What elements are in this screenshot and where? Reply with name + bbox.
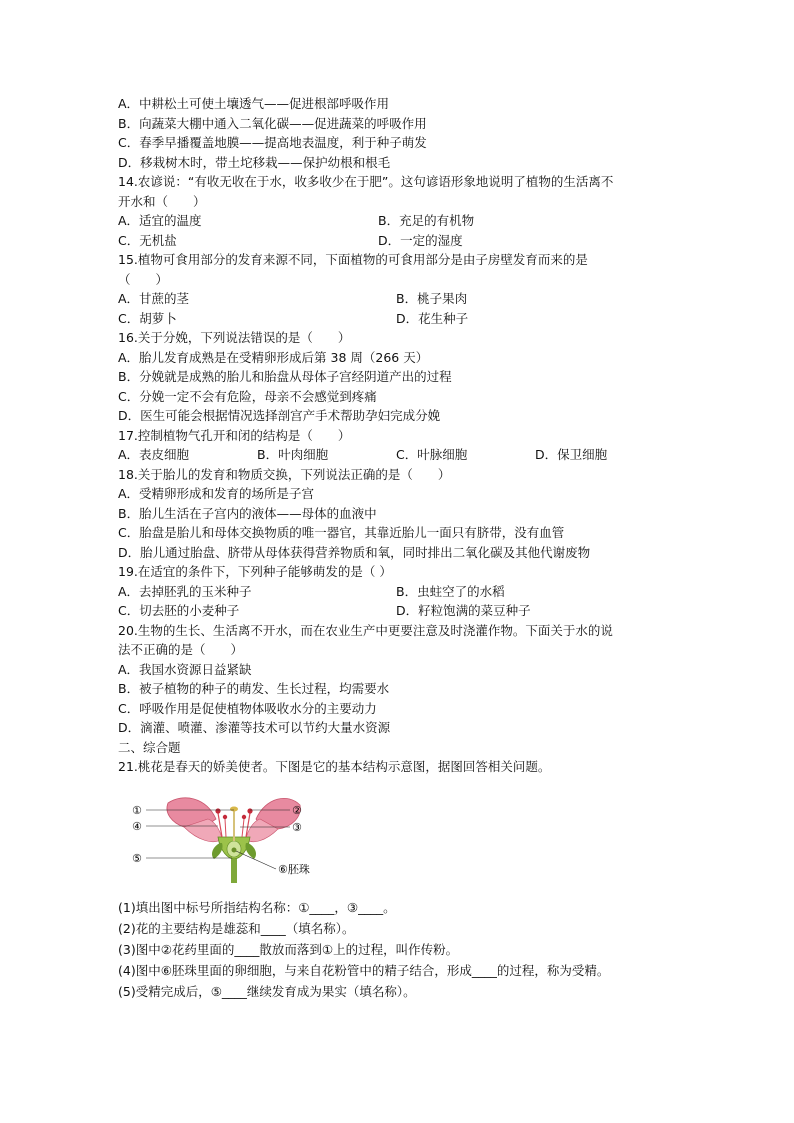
q19-option-d: D．籽粒饱满的菜豆种子	[396, 603, 531, 618]
q15-stem-line1: 15.植物可食用部分的发育来源不同，下面植物的可食用部分是由子房壁发育而来的是	[118, 252, 588, 267]
q19-option-c: C．切去胚的小麦种子	[118, 603, 240, 618]
label-3: ③	[292, 820, 302, 834]
q14-stem-line1: 14.农谚说：“有收无收在于水，收多收少在于肥”。这句谚语形象地说明了植物的生活离不	[118, 174, 614, 189]
label-4: ④	[132, 819, 142, 833]
q14-stem-line2: 开水和（ ）	[118, 193, 206, 209]
q18-option-a: A．受精卵形成和发育的场所是子宫	[118, 486, 315, 501]
q17-stem: 17.控制植物气孔开和闭的结构是（ ）	[118, 427, 351, 443]
q14-option-a: A．适宜的温度	[118, 213, 202, 228]
q17-option-b: B．叶肉细胞	[257, 447, 329, 462]
q14-option-d: D．一定的湿度	[378, 232, 463, 248]
q14-option-b: B．充足的有机物	[378, 213, 475, 228]
q16-option-b: B．分娩就是成熟的胎儿和胎盘从母体子宫经阴道产出的过程	[118, 369, 452, 384]
exam-page	[118, 94, 688, 1002]
q13-option-d: D．移栽树木时，带土坨移栽——保护幼根和根毛	[118, 154, 391, 170]
label-6-ovule: ⑥胚珠	[278, 862, 310, 876]
q18-stem: 18.关于胎儿的发育和物质交换，下列说法正确的是（ ）	[118, 466, 451, 482]
q16-option-a: A．胎儿发育成熟是在受精卵形成后第 38 周（266 天）	[118, 349, 429, 365]
q15-stem-line2: （ ）	[118, 271, 169, 287]
q13-option-c: C．春季早播覆盖地膜——提高地表温度，利于种子萌发	[118, 135, 427, 150]
q21-stem: 21.桃花是春天的娇美使者。下图是它的基本结构示意图，据图回答相关问题。	[118, 759, 551, 774]
label-1: ①	[132, 803, 142, 817]
q13-option-b: B．向蔬菜大棚中通入二氧化碳——促进蔬菜的呼吸作用	[118, 115, 427, 131]
q15-option-d: D．花生种子	[396, 310, 469, 326]
q17-option-a: A．表皮细胞	[118, 447, 190, 462]
q19-option-a: A．去掉胚乳的玉米种子	[118, 583, 252, 599]
label-2: ②	[292, 803, 302, 817]
q16-option-d: D．医生可能会根据情况选择剖宫产手术帮助孕妇完成分娩	[118, 408, 441, 423]
q13-option-a: A．中耕松土可使土壤透气——促进根部呼吸作用	[118, 96, 390, 111]
section-heading: 二、综合题	[118, 739, 181, 755]
q18-option-c: C．胎盘是胎儿和母体交换物质的唯一器官，其靠近胎儿一面只有脐带，没有血管	[118, 525, 565, 540]
q21-sub-5: (5)受精完成后，⑤____继续发育成为果实（填名称）。	[118, 983, 416, 999]
peach-flower-figure	[128, 789, 328, 887]
q17-option-c: C．叶脉细胞	[396, 447, 468, 462]
q20-option-a: A．我国水资源日益紧缺	[118, 661, 252, 677]
q21-sub-3: (3)图中②花药里面的____散放而落到①上的过程，叫作传粉。	[118, 941, 459, 957]
q18-option-b: B．胎儿生活在子宫内的液体——母体的血液中	[118, 505, 377, 521]
q21-sub-4: (4)图中⑥胚珠里面的卵细胞，与来自花粉管中的精子结合，形成____的过程，称为受精。	[118, 962, 610, 978]
q20-option-c: C．呼吸作用是促使植物体吸收水分的主要动力	[118, 700, 377, 716]
q21-sub-2: (2)花的主要结构是雄蕊和____（填名称）。	[118, 920, 355, 936]
q18-option-d: D．胎儿通过胎盘、脐带从母体获得营养物质和氧，同时排出二氧化碳及其他代谢废物	[118, 544, 591, 560]
q20-option-d: D．滴灌、喷灌、渗灌等技术可以节约大量水资源	[118, 720, 391, 735]
label-5: ⑤	[132, 851, 142, 865]
q21-sub-1: (1)填出图中标号所指结构名称：①____，③____。	[118, 899, 396, 915]
q15-option-c: C．胡萝卜	[118, 310, 177, 326]
q16-stem: 16.关于分娩，下列说法错误的是（ ）	[118, 330, 351, 345]
q19-option-b: B．虫蛀空了的水稻	[396, 583, 505, 599]
q17-option-d: D．保卫细胞	[535, 447, 608, 462]
q20-stem-line2: 法不正确的是（ ）	[118, 642, 244, 657]
flower-illustration	[128, 789, 328, 887]
q20-option-b: B．被子植物的种子的萌发、生长过程，均需要水	[118, 681, 390, 696]
q16-option-c: C．分娩一定不会有危险，母亲不会感觉到疼痛	[118, 388, 377, 404]
q14-option-c: C．无机盐	[118, 232, 177, 248]
q19-stem: 19.在适宜的条件下，下列种子能够萌发的是（ ）	[118, 564, 392, 579]
q20-stem-line1: 20.生物的生长、生活离不开水，而在农业生产中更要注意及时浇灌作物。下面关于水的说	[118, 622, 613, 638]
q15-option-b: B．桃子果肉	[396, 291, 468, 306]
q15-option-a: A．甘蔗的茎	[118, 291, 190, 306]
